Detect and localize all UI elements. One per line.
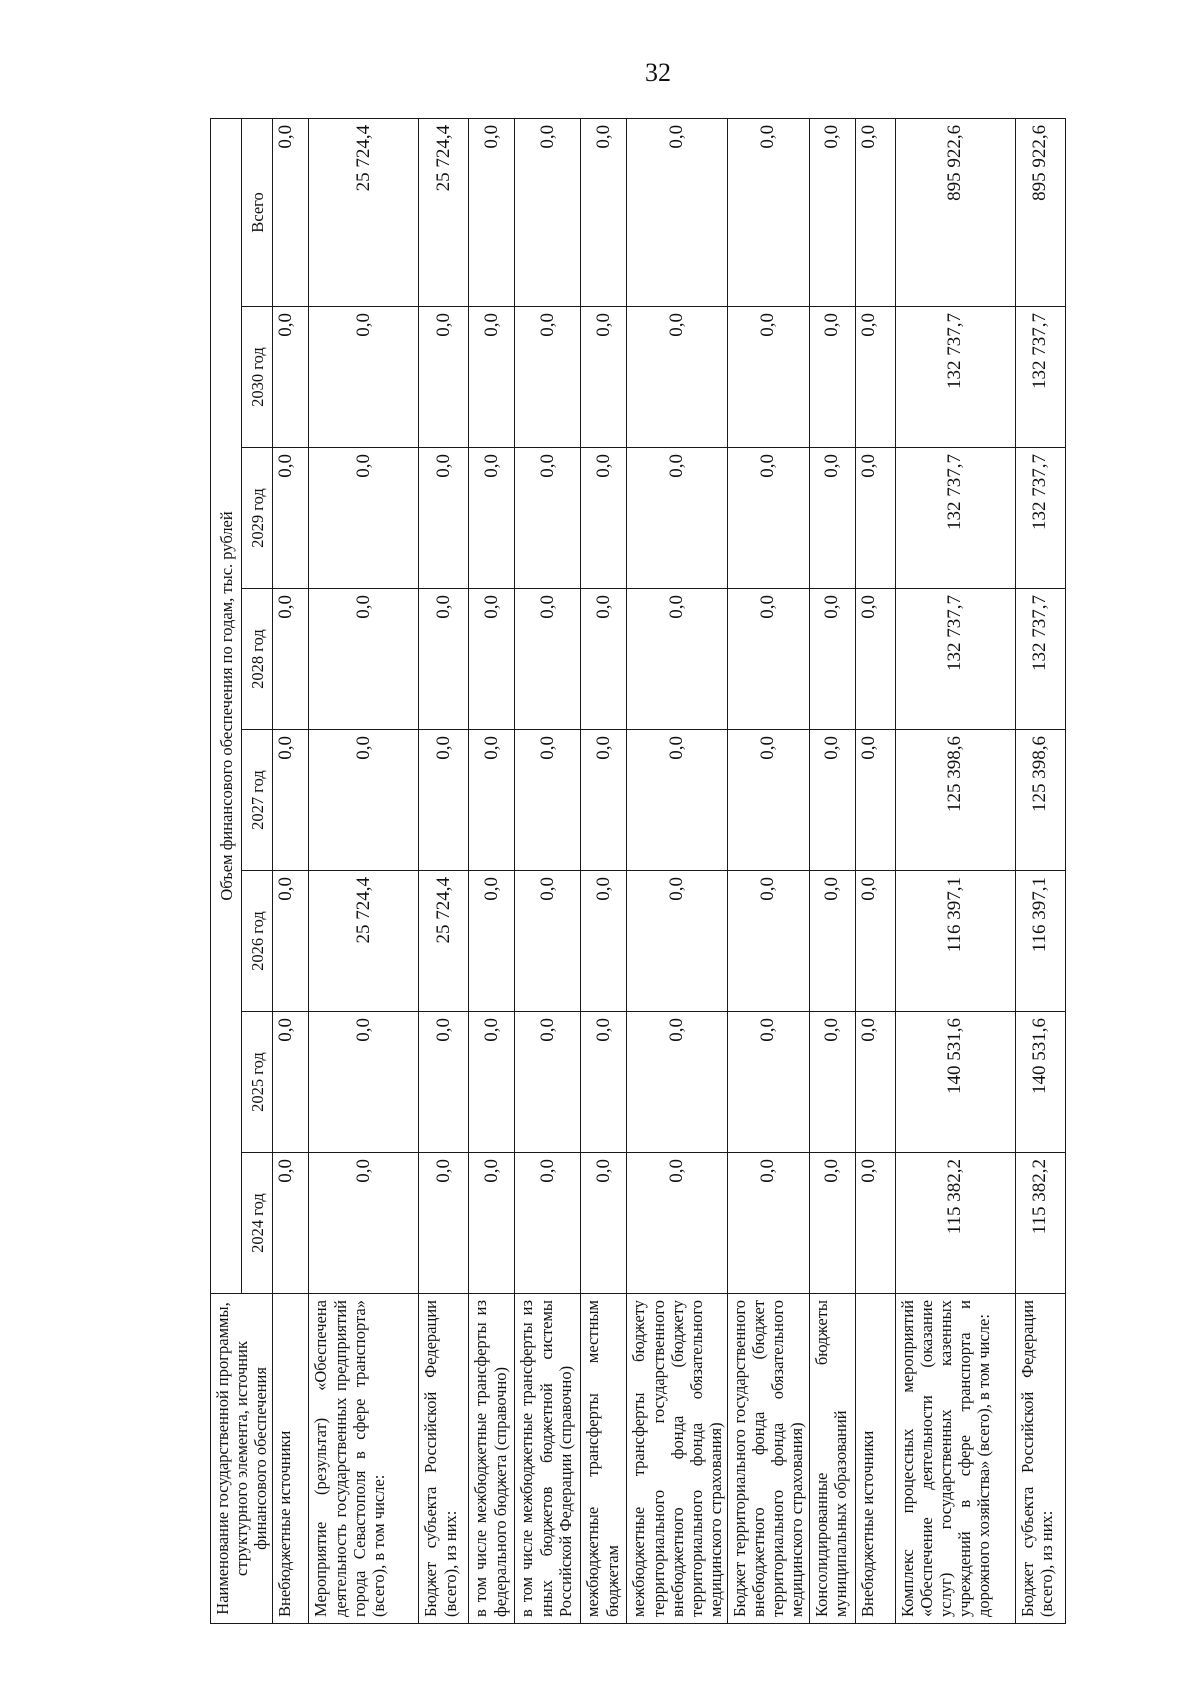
row-value-cell: 0,0 (309, 307, 419, 448)
row-value-cell: 0,0 (419, 589, 469, 730)
table-row (809, 118, 855, 1623)
row-value-cell: 0,0 (419, 1012, 469, 1153)
row-value-cell: 0,0 (515, 307, 581, 448)
table-row (855, 118, 895, 1623)
row-total-cell: 0,0 (728, 118, 810, 306)
row-total-cell: 895 922,6 (1015, 118, 1065, 306)
header-year: 2025 год (242, 1012, 273, 1153)
row-value-cell: 140 531,6 (1015, 1012, 1065, 1153)
table-row (515, 118, 581, 1623)
row-value-cell: 0,0 (273, 307, 309, 448)
table-row (469, 118, 515, 1623)
row-value-cell: 132 737,7 (895, 589, 1015, 730)
row-value-cell: 0,0 (309, 448, 419, 589)
row-value-cell: 0,0 (515, 1153, 581, 1294)
row-total-cell: 895 922,6 (895, 118, 1015, 306)
row-value-cell: 0,0 (581, 1012, 627, 1153)
row-value-cell: 0,0 (309, 1012, 419, 1153)
row-total-cell: 25 724,4 (419, 118, 469, 306)
row-value-cell: 0,0 (581, 1153, 627, 1294)
row-value-cell: 132 737,7 (1015, 307, 1065, 448)
row-value-cell: 0,0 (309, 730, 419, 871)
row-value-cell: 0,0 (419, 730, 469, 871)
row-total-cell: 0,0 (469, 118, 515, 306)
header-year: 2030 год (242, 307, 273, 448)
header-financing-group: Объем финансового обеспечения по годам, тыс. рублей (211, 118, 242, 1293)
row-total-cell: 0,0 (855, 118, 895, 306)
table-row (581, 118, 627, 1623)
row-value-cell: 0,0 (728, 730, 810, 871)
row-value-cell: 0,0 (855, 730, 895, 871)
table-body (273, 118, 1065, 1623)
row-value-cell: 0,0 (627, 730, 728, 871)
row-value-cell: 0,0 (515, 871, 581, 1012)
row-value-cell: 0,0 (809, 871, 855, 1012)
row-value-cell: 0,0 (728, 1012, 810, 1153)
row-value-cell: 0,0 (728, 1153, 810, 1294)
row-name-cell: Бюджет субъекта Российской Федерации (всего), из них: (419, 1294, 469, 1624)
row-value-cell: 0,0 (515, 448, 581, 589)
row-value-cell: 0,0 (855, 448, 895, 589)
row-value-cell: 116 397,1 (895, 871, 1015, 1012)
row-value-cell: 0,0 (581, 730, 627, 871)
row-name-cell: в том числе межбюджетные трансферты из иных бюджетов бюджетной системы Российской Федерации (справочно) (515, 1294, 581, 1624)
row-value-cell: 132 737,7 (1015, 448, 1065, 589)
row-value-cell: 0,0 (469, 1012, 515, 1153)
header-year: 2029 год (242, 448, 273, 589)
row-value-cell: 0,0 (419, 1153, 469, 1294)
row-value-cell: 0,0 (627, 1012, 728, 1153)
row-value-cell: 132 737,7 (1015, 589, 1065, 730)
row-value-cell: 0,0 (809, 448, 855, 589)
row-value-cell: 0,0 (855, 1012, 895, 1153)
row-total-cell: 0,0 (581, 118, 627, 306)
row-name-cell: межбюджетные трансферты бюджету территориального государственного внебюджетного фонда (бюджету территориального фонда обязательного медицинского страхования) (627, 1294, 728, 1624)
row-value-cell: 0,0 (855, 1153, 895, 1294)
row-value-cell: 0,0 (809, 1012, 855, 1153)
table-row (627, 118, 728, 1623)
row-value-cell: 0,0 (627, 307, 728, 448)
row-value-cell: 125 398,6 (1015, 730, 1065, 871)
table-row (895, 118, 1015, 1623)
row-value-cell: 0,0 (581, 589, 627, 730)
row-value-cell: 0,0 (809, 1153, 855, 1294)
row-value-cell: 0,0 (469, 307, 515, 448)
row-value-cell: 0,0 (273, 730, 309, 871)
row-value-cell: 0,0 (273, 871, 309, 1012)
row-name-cell: Внебюджетные источники (855, 1294, 895, 1624)
row-value-cell: 0,0 (809, 307, 855, 448)
row-value-cell: 115 382,2 (1015, 1153, 1065, 1294)
row-value-cell: 0,0 (809, 589, 855, 730)
row-value-cell: 0,0 (309, 1153, 419, 1294)
row-value-cell: 0,0 (273, 1012, 309, 1153)
header-year: 2024 год (242, 1153, 273, 1294)
row-total-cell: 0,0 (627, 118, 728, 306)
rotated-table-wrapper (210, 119, 1060, 1624)
row-total-cell: 0,0 (273, 118, 309, 306)
row-value-cell: 125 398,6 (895, 730, 1015, 871)
row-value-cell: 0,0 (855, 589, 895, 730)
row-value-cell: 0,0 (627, 589, 728, 730)
table-row (1015, 118, 1065, 1623)
row-value-cell: 0,0 (469, 730, 515, 871)
row-name-cell: Бюджет субъекта Российской Федерации (всего), из них: (1015, 1294, 1065, 1624)
row-value-cell: 0,0 (273, 589, 309, 730)
row-value-cell: 0,0 (469, 448, 515, 589)
row-name-cell: Мероприятие (результат) «Обеспечена деятельность государственных предприятий города Севастополя в сфере транспорта» (всего), в том числе: (309, 1294, 419, 1624)
table-row (419, 118, 469, 1623)
row-value-cell: 0,0 (581, 871, 627, 1012)
row-value-cell: 0,0 (855, 307, 895, 448)
row-value-cell: 132 737,7 (895, 448, 1015, 589)
row-value-cell: 0,0 (627, 1153, 728, 1294)
row-value-cell: 0,0 (515, 1012, 581, 1153)
row-value-cell: 0,0 (273, 1153, 309, 1294)
row-value-cell: 0,0 (515, 730, 581, 871)
row-value-cell: 25 724,4 (309, 871, 419, 1012)
row-value-cell: 0,0 (515, 589, 581, 730)
row-value-cell: 0,0 (419, 448, 469, 589)
row-value-cell: 0,0 (469, 871, 515, 1012)
row-value-cell: 0,0 (469, 589, 515, 730)
row-name-cell: Внебюджетные источники (273, 1294, 309, 1624)
row-name-cell: Комплекс процессных мероприятий «Обеспечение деятельности (оказание услуг) государственных казенных учреждений в сфере транспорта и дорожного хозяйства» (всего), в том числе: (895, 1294, 1015, 1624)
row-total-cell: 0,0 (809, 118, 855, 306)
row-name-cell: Консолидированные бюджеты муниципальных образований (809, 1294, 855, 1624)
row-value-cell: 0,0 (581, 448, 627, 589)
row-value-cell: 132 737,7 (895, 307, 1015, 448)
row-total-cell: 25 724,4 (309, 118, 419, 306)
row-value-cell: 0,0 (855, 871, 895, 1012)
page-number (0, 58, 1200, 88)
row-name-cell: в том числе межбюджетные трансферты из федерального бюджета (справочно) (469, 1294, 515, 1624)
row-value-cell: 0,0 (627, 448, 728, 589)
row-value-cell: 0,0 (728, 307, 810, 448)
financing-table (210, 118, 1066, 1624)
table-row (309, 118, 419, 1623)
header-total: Всего (242, 118, 273, 306)
row-value-cell: 0,0 (728, 871, 810, 1012)
header-year: 2027 год (242, 730, 273, 871)
header-row-group (211, 118, 242, 1623)
header-year: 2026 год (242, 871, 273, 1012)
row-value-cell: 25 724,4 (419, 871, 469, 1012)
table-row (273, 118, 309, 1623)
row-value-cell: 0,0 (809, 730, 855, 871)
table-row (728, 118, 810, 1623)
header-year: 2028 год (242, 589, 273, 730)
row-name-cell: Бюджет территориального государственного внебюджетного фонда (бюджет территориального фонда обязательного медицинского страхования) (728, 1294, 810, 1624)
row-value-cell: 0,0 (581, 307, 627, 448)
row-value-cell: 0,0 (728, 448, 810, 589)
row-value-cell: 140 531,6 (895, 1012, 1015, 1153)
row-value-cell: 115 382,2 (895, 1153, 1015, 1294)
row-value-cell: 0,0 (309, 589, 419, 730)
row-value-cell: 0,0 (627, 871, 728, 1012)
row-value-cell: 0,0 (469, 1153, 515, 1294)
page-number-text: 32 (645, 58, 671, 87)
row-value-cell: 0,0 (419, 307, 469, 448)
row-name-cell: межбюджетные трансферты местным бюджетам (581, 1294, 627, 1624)
row-total-cell: 0,0 (515, 118, 581, 306)
header-name-column: Наименование государственной программы, структурного элемента, источник финансового обеспечения (211, 1294, 273, 1624)
row-value-cell: 0,0 (273, 448, 309, 589)
row-value-cell: 116 397,1 (1015, 871, 1065, 1012)
row-value-cell: 0,0 (728, 589, 810, 730)
